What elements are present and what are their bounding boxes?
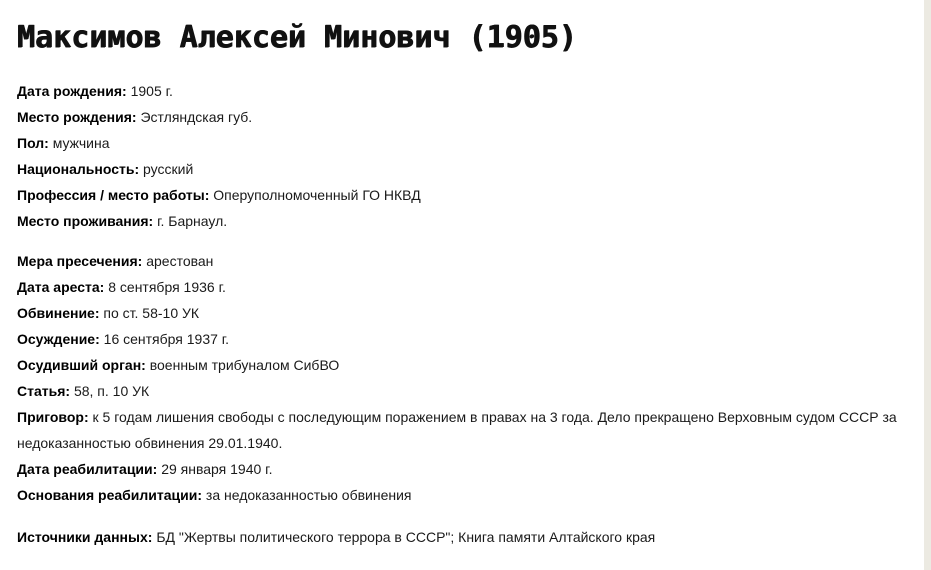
field-value: 58, п. 10 УК [73, 383, 150, 399]
field-value: г. Барнаул. [157, 213, 228, 229]
field-label: Статья [17, 383, 66, 399]
field-value: БД "Жертвы политического террора в СССР"; Книга памяти Алтайского края [156, 529, 656, 545]
field-label: Основания реабилитации [17, 487, 198, 503]
field-value: 16 сентября 1937 г. [103, 331, 230, 347]
field-value: 29 января 1940 г. [161, 461, 273, 477]
field-label: Дата ареста [17, 279, 100, 295]
field-value: русский [143, 161, 194, 177]
field-nationality: Национальность: русский [17, 161, 194, 177]
field-value: мужчина [52, 135, 110, 151]
field-label: Профессия / место работы [17, 187, 205, 203]
field-charge: Обвинение: по ст. 58-10 УК [17, 305, 200, 321]
field-value: арестован [146, 253, 214, 269]
field-restraint: Мера пресечения: арестован [17, 253, 214, 269]
field-sentence: Приговор: к 5 годам лишения свободы с последующим поражением в правах на 3 года. Дело прекращено Верховным судом СССР за недоказанностью обвинения 29.01.1940. [17, 409, 897, 451]
field-value: 1905 г. [130, 83, 173, 99]
field-label: Источники данных [17, 529, 148, 545]
field-sex: Пол: мужчина [17, 135, 110, 151]
field-value: по ст. 58-10 УК [103, 305, 200, 321]
page-title: Максимов Алексей Минович (1905) [17, 20, 577, 55]
field-rehab-date: Дата реабилитации: 29 января 1940 г. [17, 461, 273, 477]
field-birth-date: Дата рождения: 1905 г. [17, 83, 173, 99]
record-fields [17, 78, 912, 550]
field-value: Эстляндская губ. [140, 109, 253, 125]
field-label: Осудивший орган [17, 357, 142, 373]
field-rehab-grounds: Основания реабилитации: за недоказанностью обвинения [17, 487, 412, 503]
field-label: Осуждение [17, 331, 96, 347]
field-arrest-date: Дата ареста: 8 сентября 1936 г. [17, 279, 226, 295]
field-label: Место рождения [17, 109, 132, 125]
section-spacer [17, 508, 912, 524]
field-label: Мера пресечения [17, 253, 138, 269]
field-label: Дата реабилитации [17, 461, 153, 477]
field-value: Оперуполномоченный ГО НКВД [213, 187, 421, 203]
field-label: Дата рождения [17, 83, 123, 99]
field-value: к 5 годам лишения свободы с последующим поражением в правах на 3 года. Дело прекращено Верховным судом СССР за недоказанностью обвинения 29.01.1940. [17, 409, 897, 451]
field-profession: Профессия / место работы: Оперуполномоченный ГО НКВД [17, 187, 421, 203]
section-spacer [17, 234, 912, 248]
field-article: Статья: 58, п. 10 УК [17, 383, 150, 399]
field-label: Пол [17, 135, 45, 151]
field-label: Место проживания [17, 213, 149, 229]
field-court: Осудивший орган: военным трибуналом СибВО [17, 357, 340, 373]
field-conviction: Осуждение: 16 сентября 1937 г. [17, 331, 230, 347]
field-value: 8 сентября 1936 г. [108, 279, 226, 295]
field-label: Обвинение [17, 305, 95, 321]
field-value: за недоказанностью обвинения [205, 487, 412, 503]
page-edge [924, 0, 931, 570]
field-birth-place: Место рождения: Эстляндская губ. [17, 109, 253, 125]
field-label: Приговор [17, 409, 84, 425]
field-label: Национальность [17, 161, 135, 177]
field-value: военным трибуналом СибВО [149, 357, 340, 373]
field-residence: Место проживания: г. Барнаул. [17, 213, 228, 229]
field-sources: Источники данных: БД "Жертвы политического террора в СССР"; Книга памяти Алтайского края [17, 529, 656, 545]
